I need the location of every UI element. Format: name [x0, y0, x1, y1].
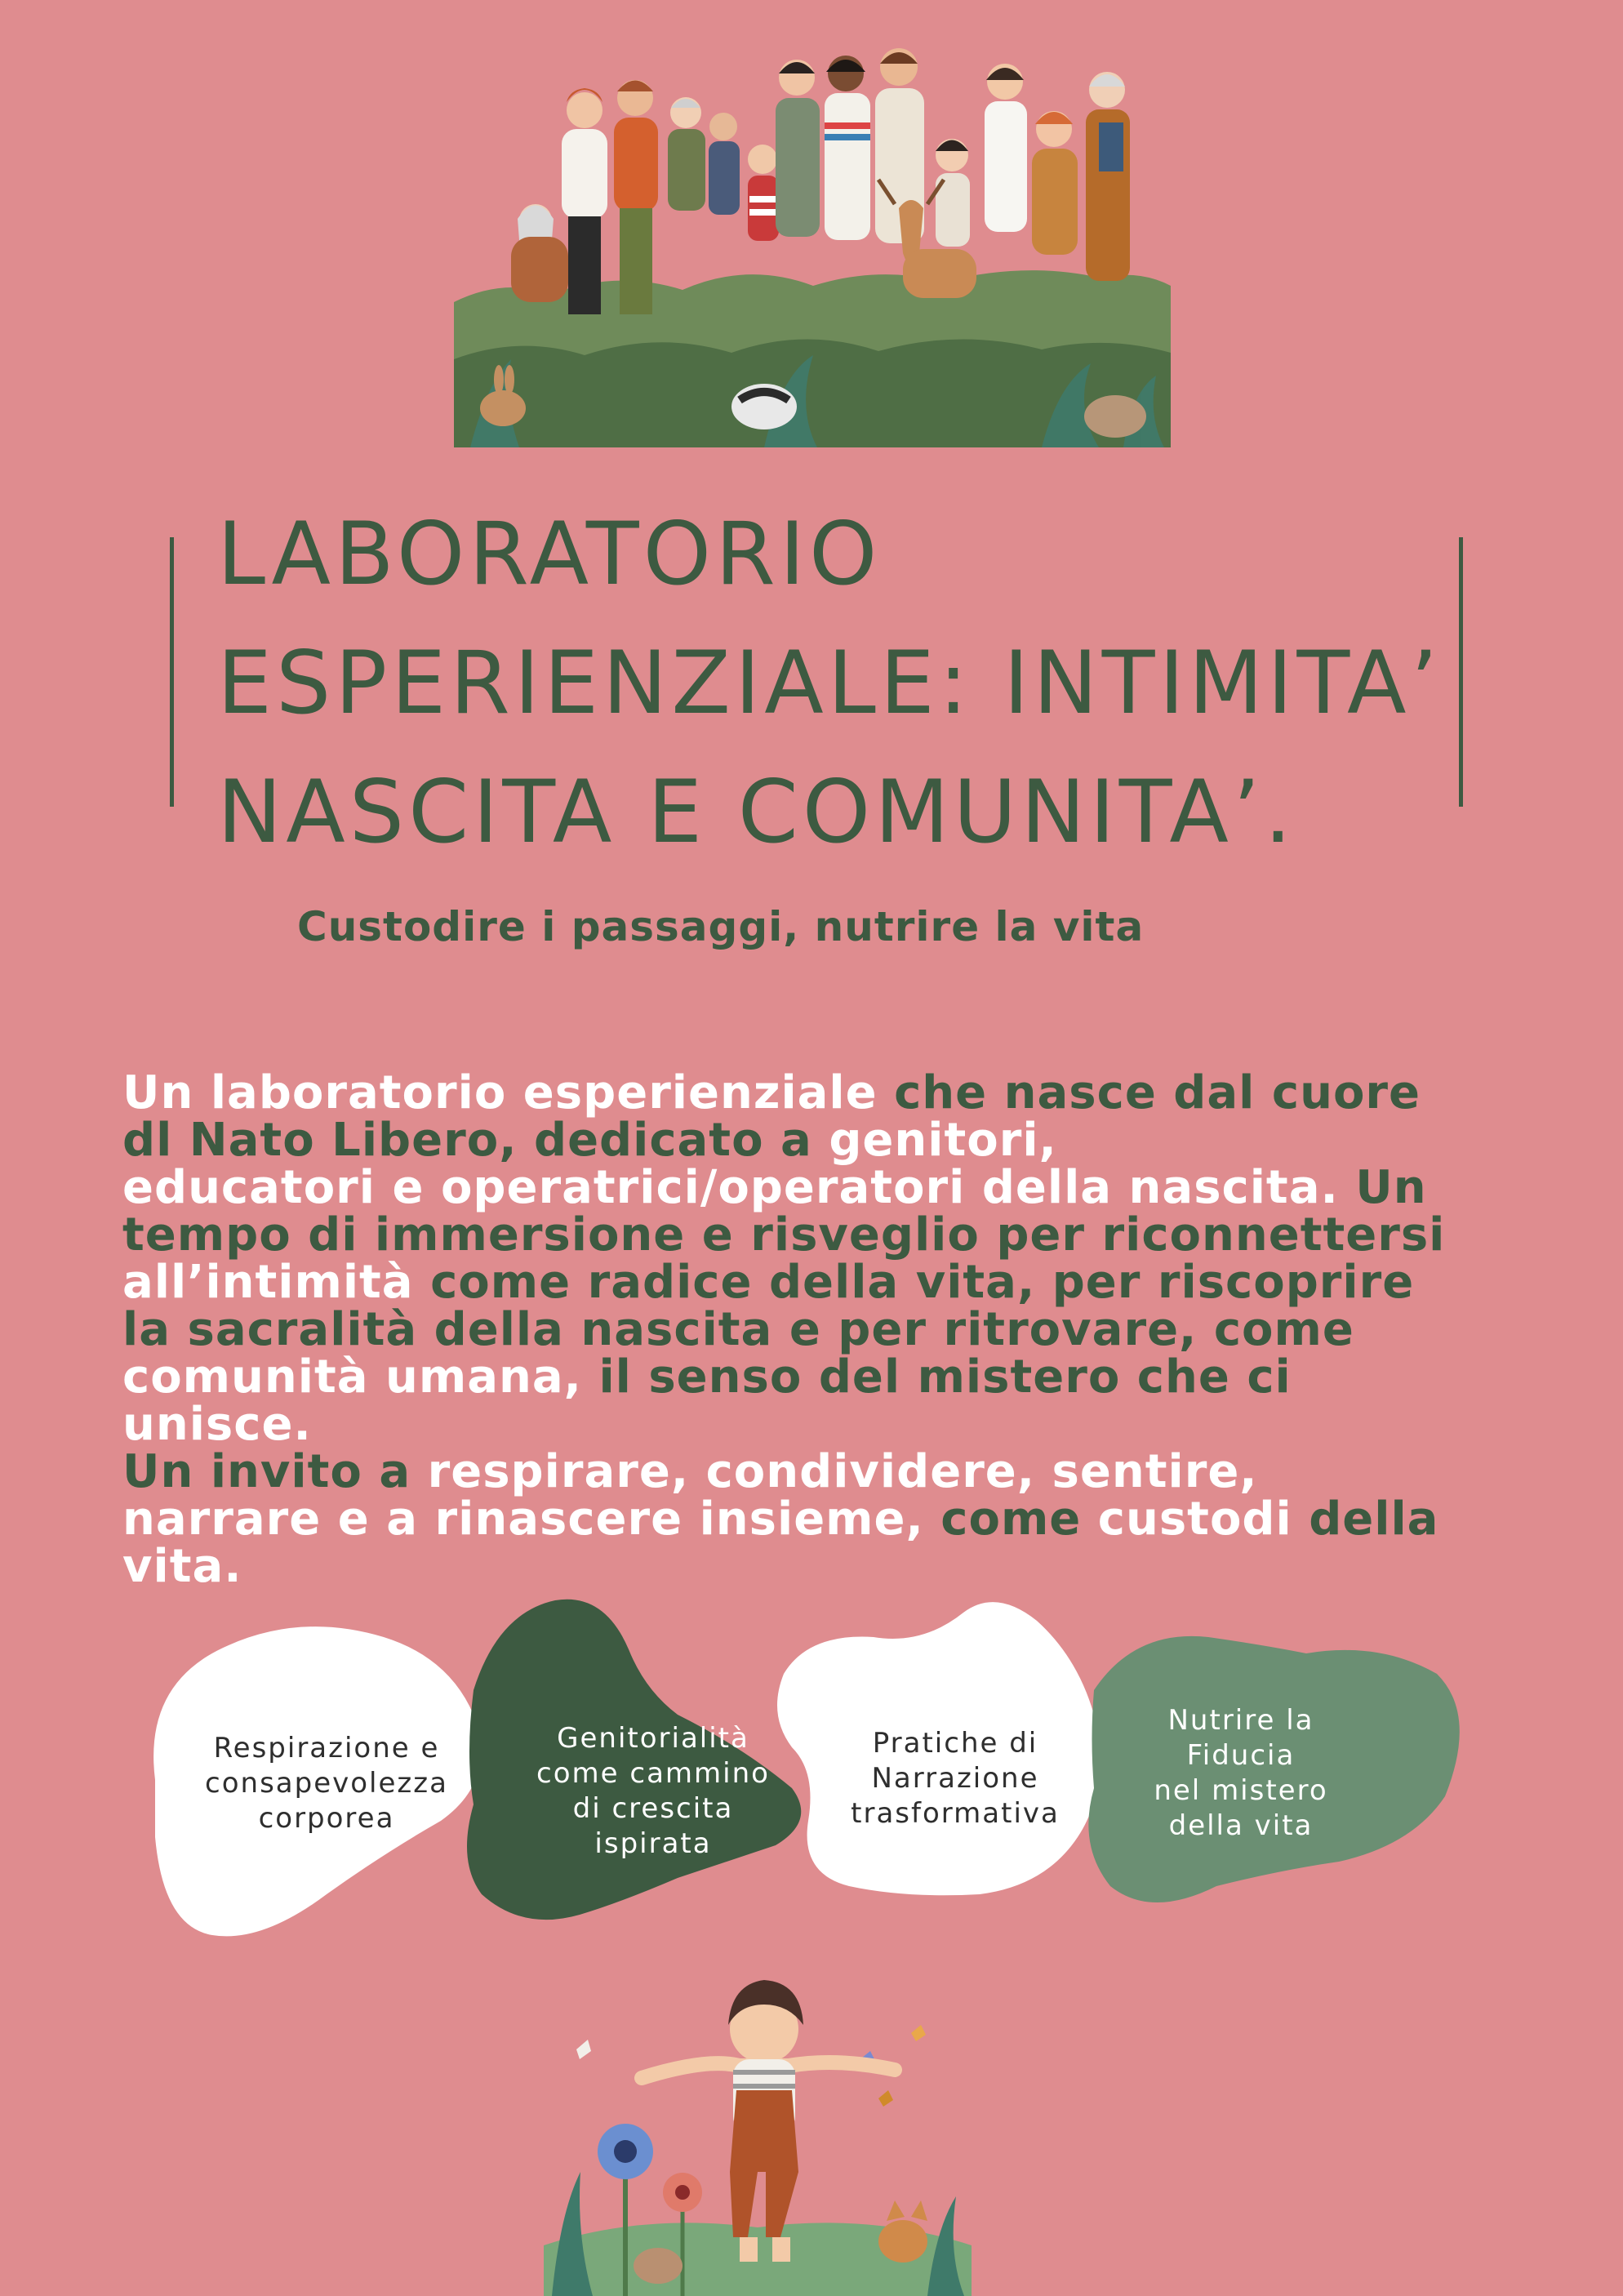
description-segment: comunità umana, — [122, 1350, 582, 1404]
blob-label-trust: Nutrire la Fiducia nel mistero della vita — [1154, 1704, 1328, 1842]
blob-label-parenting: Genitorialità come cammino di crescita ispirata — [536, 1722, 770, 1860]
title-line: LABORATORIO — [217, 504, 882, 604]
description-segment: tempo di immersione e risveglio per riconnettersi — [122, 1208, 1446, 1261]
description-segment: la sacralità della nascita e per ritrovare, come — [122, 1303, 1354, 1356]
description-segment: vita. — [122, 1540, 242, 1593]
title-line: ESPERIENZIALE: INTIMITA’ — [217, 633, 1443, 733]
description-line — [122, 1493, 1527, 1546]
description-segment: come radice della vita, per riscoprire — [413, 1256, 1415, 1309]
description-segment: custodi — [1097, 1493, 1292, 1546]
description-line — [122, 1445, 1527, 1498]
description-line — [122, 1161, 1527, 1214]
title-left-rule — [170, 537, 174, 807]
description-segment: respirare, condividere, sentire, — [427, 1445, 1258, 1498]
description-line — [122, 1066, 1527, 1119]
description-paragraph — [122, 1066, 1527, 1593]
description-segment: che nasce dal cuore — [894, 1066, 1421, 1119]
page-title — [217, 490, 1474, 877]
description-segment: all’intimità — [122, 1256, 414, 1309]
description-segment: come — [923, 1493, 1098, 1546]
description-segment: dl Nato Libero, dedicato a — [122, 1114, 829, 1167]
description-segment: Un — [1338, 1161, 1427, 1214]
blob-label-narration: Pratiche di Narrazione trasformativa — [851, 1727, 1060, 1830]
description-line — [122, 1114, 1527, 1167]
description-line — [122, 1350, 1527, 1404]
community-illustration — [454, 33, 1171, 447]
description-line — [122, 1256, 1527, 1309]
description-segment: narrare e a rinascere insieme, — [122, 1493, 924, 1546]
child-jumping-illustration — [544, 1968, 972, 2296]
description-segment: Un laboratorio esperienziale — [122, 1066, 895, 1119]
title-line: NASCITA E COMUNITA’. — [217, 762, 1296, 862]
description-segment: unisce. — [122, 1398, 312, 1451]
description-line — [122, 1303, 1527, 1356]
description-segment: della — [1292, 1493, 1439, 1546]
description-segment: il senso del mistero che ci — [581, 1350, 1292, 1404]
description-segment: genitori, — [829, 1114, 1057, 1167]
description-line — [122, 1208, 1527, 1261]
blob-label-breathing: Respirazione e consapevolezza corporea — [205, 1732, 448, 1835]
description-line — [122, 1398, 1527, 1451]
description-segment: educatori e operatrici/operatori della nascita. — [122, 1161, 1339, 1214]
subtitle: Custodire i passaggi, nutrire la vita — [297, 903, 1145, 950]
description-segment: Un invito a — [122, 1445, 428, 1498]
